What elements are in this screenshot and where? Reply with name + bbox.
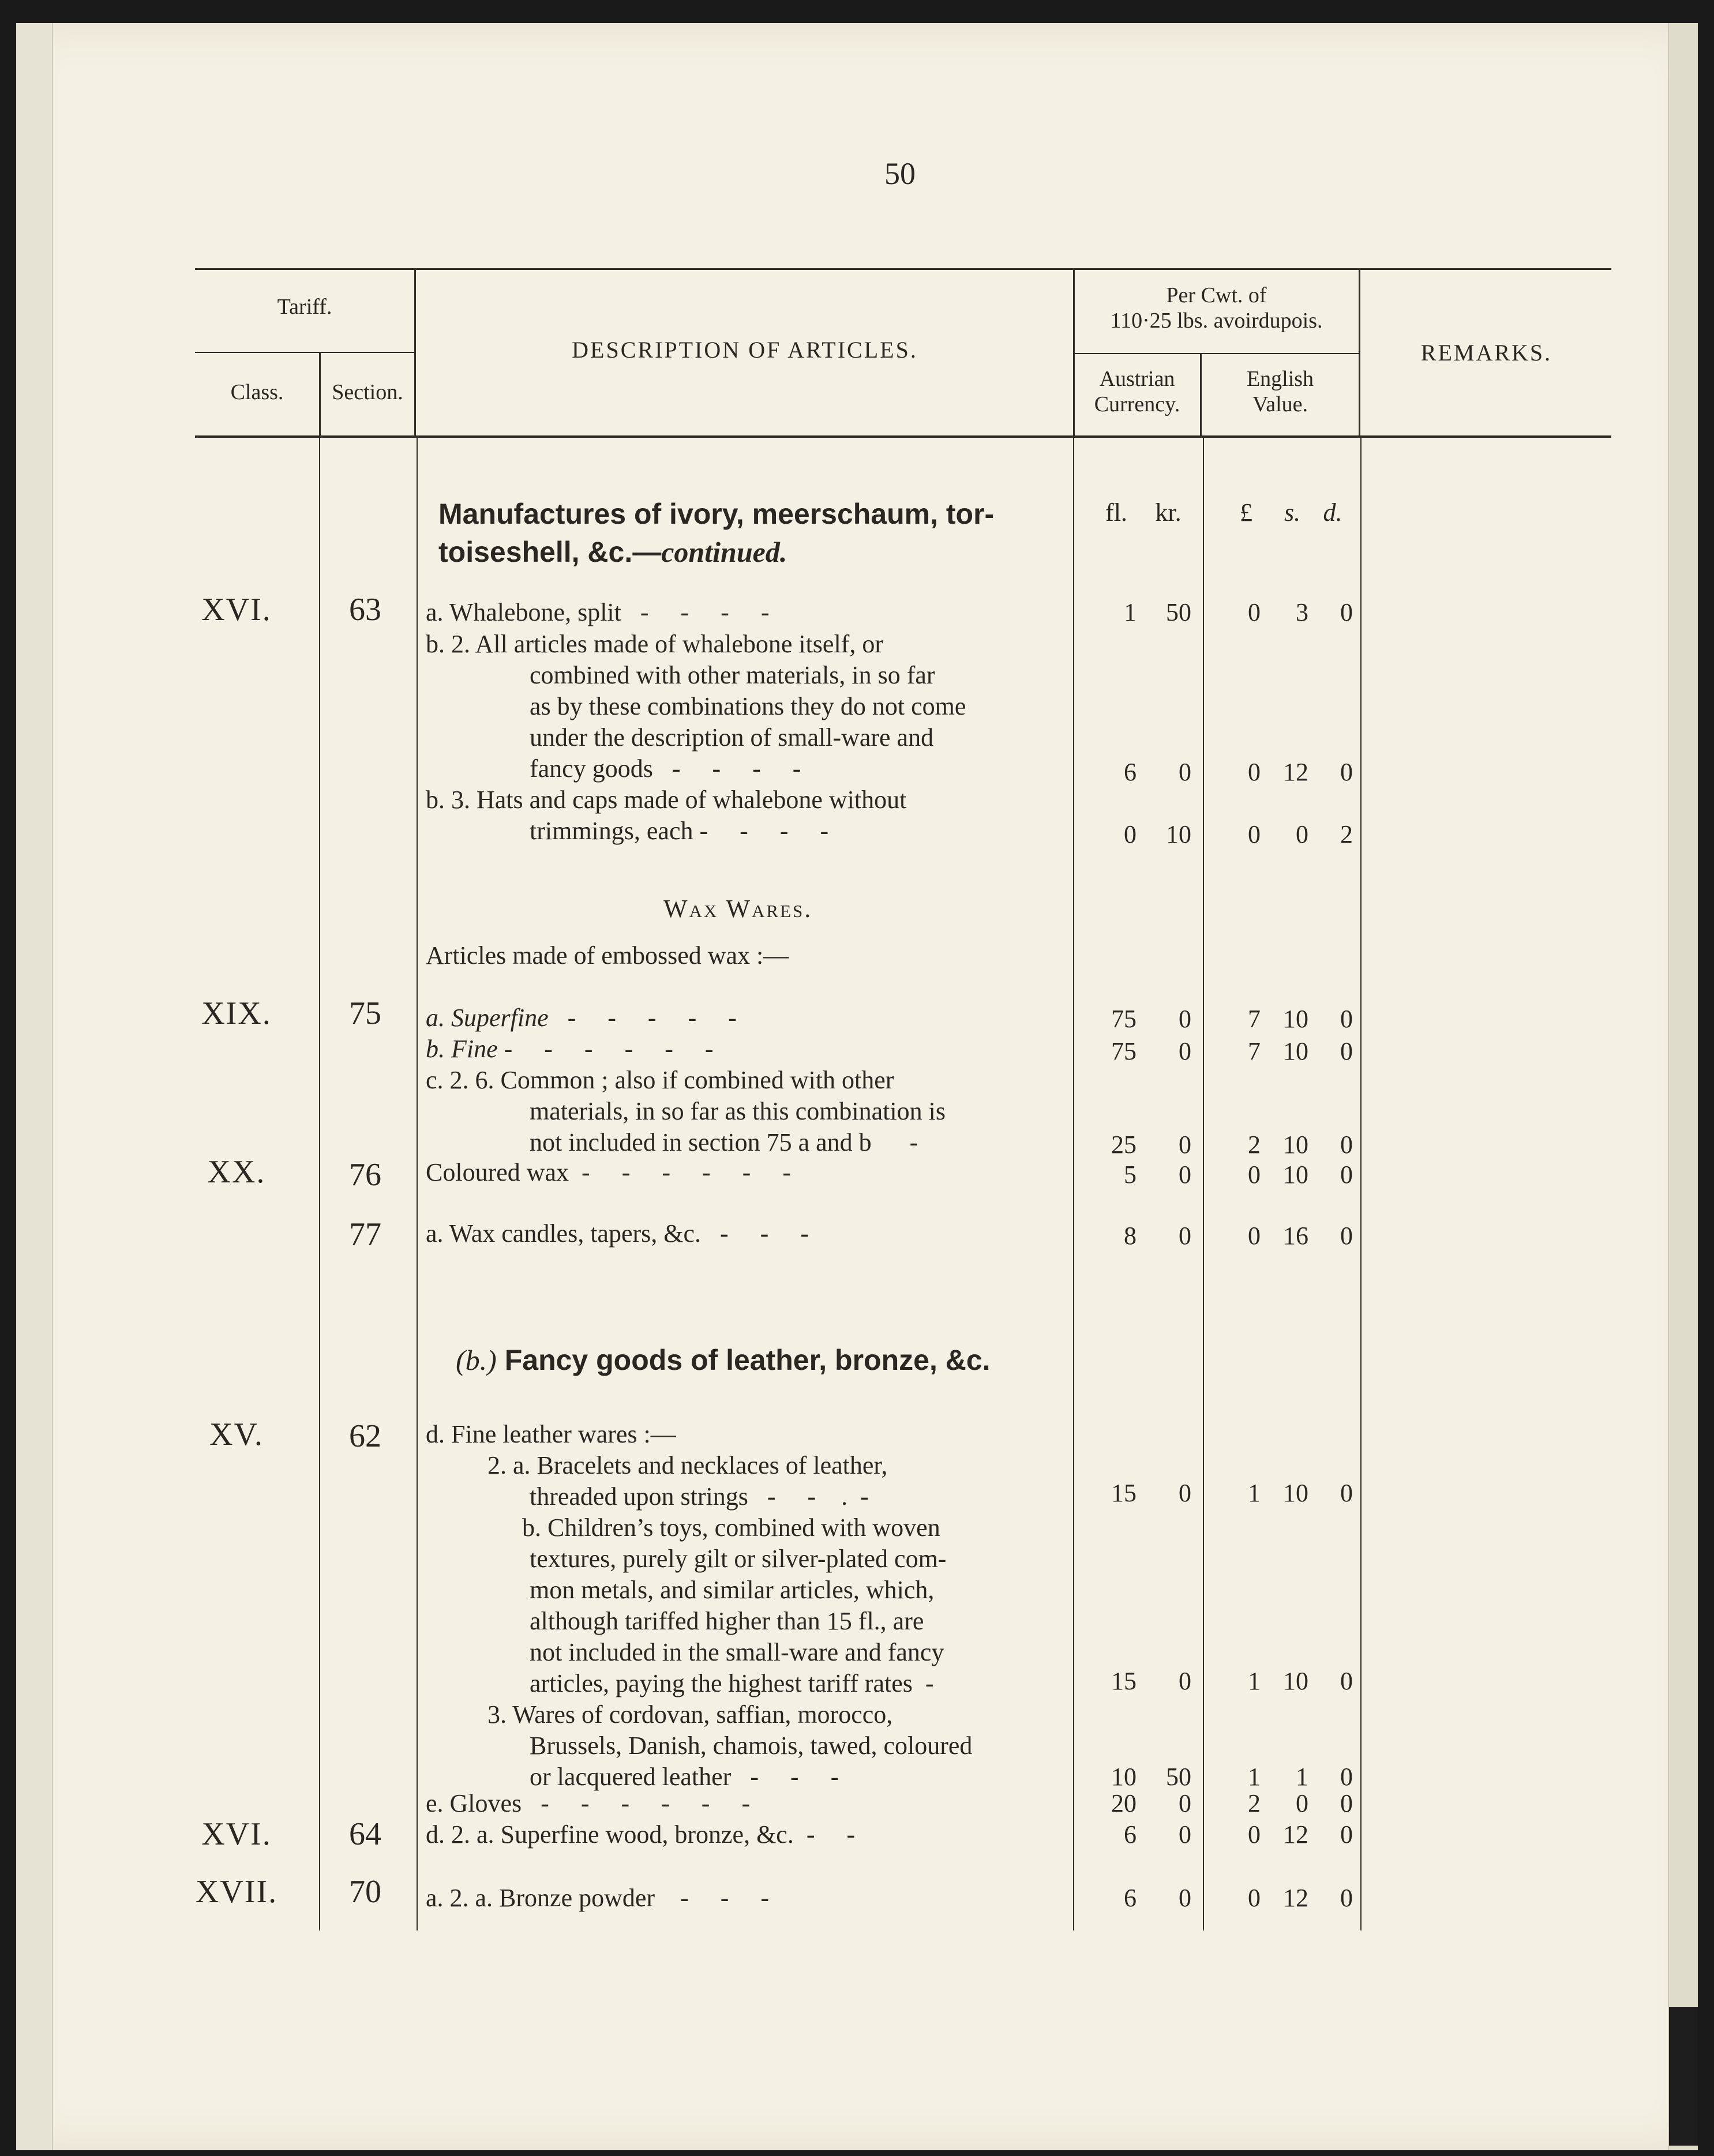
unit-pound: £ xyxy=(1240,498,1252,527)
column-rule-section xyxy=(417,437,418,1930)
row-hats-caps-line1: b. 3. Hats and caps made of whalebone without xyxy=(426,786,907,814)
header-class: Class. xyxy=(230,380,284,404)
header-description: DESCRIPTION OF ARTICLES. xyxy=(572,337,918,363)
value-pound: 7 xyxy=(1248,1037,1261,1065)
unit-shilling: s. xyxy=(1284,498,1301,527)
value-pound: 0 xyxy=(1248,1222,1261,1250)
row-childrens-toys-line1: b. Children’s toys, combined with woven xyxy=(522,1513,940,1542)
header-tariff: Tariff. xyxy=(277,295,332,319)
value-fl: 25 xyxy=(1111,1130,1137,1159)
value-fl: 15 xyxy=(1111,1479,1137,1507)
section-heading-fancy-goods xyxy=(456,1341,991,1379)
row-cordovan-line1: 3. Wares of cordovan, saffian, morocco, xyxy=(487,1700,893,1729)
row-childrens-toys-line5: not included in the small-ware and fancy xyxy=(530,1638,944,1666)
fancy-heading-prefix: (b.) xyxy=(456,1344,497,1376)
row-cordovan-line2: Brussels, Danish, chamois, tawed, coloured xyxy=(530,1731,973,1760)
row-childrens-toys-line2: textures, purely gilt or silver-plated com- xyxy=(530,1545,947,1573)
column-rule-description xyxy=(1073,437,1074,1930)
header-per-cwt-line2: 110·25 lbs. avoirdupois. xyxy=(1110,309,1323,333)
value-pence: 0 xyxy=(1340,1667,1353,1695)
value-kr: 0 xyxy=(1179,1479,1191,1507)
value-pence: 0 xyxy=(1340,1005,1353,1033)
value-pence: 0 xyxy=(1340,1130,1353,1159)
value-kr: 0 xyxy=(1179,1884,1191,1912)
tariff-class: XV. xyxy=(209,1417,264,1452)
ivory-heading-line2-text: toiseshell, &c.— xyxy=(438,536,662,568)
value-fl: 1 xyxy=(1124,598,1137,626)
value-kr: 50 xyxy=(1166,1763,1191,1791)
value-kr: 10 xyxy=(1166,820,1191,848)
value-pound: 2 xyxy=(1248,1130,1261,1159)
value-kr: 0 xyxy=(1179,1820,1191,1849)
value-fl: 0 xyxy=(1124,820,1137,848)
column-rule-remarks xyxy=(1360,437,1362,1930)
value-shilling: 10 xyxy=(1283,1160,1308,1189)
row-whalebone-split: a. Whalebone, split - - - - xyxy=(426,598,770,626)
value-pence: 2 xyxy=(1340,820,1353,848)
header-divider-tariff xyxy=(414,268,416,437)
value-fl: 5 xyxy=(1124,1160,1137,1189)
row-fine-leather: d. Fine leather wares :— xyxy=(426,1420,676,1448)
page-left-margin xyxy=(16,23,53,2150)
unit-fl: fl. xyxy=(1105,498,1127,527)
header-remarks: REMARKS. xyxy=(1420,340,1552,366)
value-pound: 0 xyxy=(1248,598,1261,626)
wax-intro: Articles made of embossed wax :— xyxy=(426,941,789,970)
value-pence: 0 xyxy=(1340,758,1353,786)
row-common-line2: materials, in so far as this combination is xyxy=(530,1097,946,1125)
tariff-class: XVII. xyxy=(195,1874,278,1910)
header-top-rule xyxy=(195,268,1611,270)
value-pence: 0 xyxy=(1340,1763,1353,1791)
value-kr: 0 xyxy=(1179,758,1191,786)
value-kr: 50 xyxy=(1166,598,1191,626)
value-shilling: 10 xyxy=(1283,1130,1308,1159)
row-coloured-wax: Coloured wax - - - - - - xyxy=(426,1158,791,1186)
value-pence: 0 xyxy=(1340,1037,1353,1065)
value-pound: 1 xyxy=(1248,1763,1261,1791)
value-pound: 0 xyxy=(1248,758,1261,786)
section-heading-wax: Wax Wares. xyxy=(663,895,813,923)
value-shilling: 3 xyxy=(1296,598,1308,626)
value-shilling: 1 xyxy=(1296,1763,1308,1791)
value-pound: 0 xyxy=(1248,1820,1261,1849)
value-pence: 0 xyxy=(1340,598,1353,626)
value-kr: 0 xyxy=(1179,1222,1191,1250)
row-childrens-toys-line6: articles, paying the highest tariff rates - xyxy=(530,1669,934,1697)
value-fl: 6 xyxy=(1124,758,1137,786)
value-fl: 10 xyxy=(1111,1763,1137,1791)
value-fl: 75 xyxy=(1111,1037,1137,1065)
value-kr: 0 xyxy=(1179,1037,1191,1065)
row-superfine xyxy=(426,1002,1060,1034)
tariff-class: XVI. xyxy=(201,1816,272,1852)
fancy-heading-text: Fancy goods of leather, bronze, &c. xyxy=(504,1344,991,1376)
value-kr: 0 xyxy=(1179,1160,1191,1189)
unit-pence: d. xyxy=(1323,498,1342,527)
row-bronze-powder: a. 2. a. Bronze powder - - - xyxy=(426,1884,770,1912)
value-pound: 0 xyxy=(1248,1160,1261,1189)
value-shilling: 10 xyxy=(1283,1667,1308,1695)
header-bottom-rule xyxy=(195,435,1611,438)
value-fl: 8 xyxy=(1124,1222,1137,1250)
value-pound: 0 xyxy=(1248,1884,1261,1912)
row-childrens-toys-line3: mon metals, and similar articles, which, xyxy=(530,1576,935,1604)
value-shilling: 10 xyxy=(1283,1005,1308,1033)
value-pound: 2 xyxy=(1248,1789,1261,1817)
value-shilling: 0 xyxy=(1296,1789,1308,1817)
page-number: 50 xyxy=(884,156,916,191)
value-pence: 0 xyxy=(1340,1479,1353,1507)
value-pence: 0 xyxy=(1340,1222,1353,1250)
section-heading-ivory xyxy=(438,495,994,571)
row-superfine-wood: d. 2. a. Superfine wood, bronze, &c. - - xyxy=(426,1820,856,1849)
value-fl: 75 xyxy=(1111,1005,1137,1033)
value-pence: 0 xyxy=(1340,1884,1353,1912)
value-kr: 0 xyxy=(1179,1789,1191,1817)
tariff-section: 62 xyxy=(349,1418,381,1454)
value-fl: 6 xyxy=(1124,1884,1137,1912)
tariff-section: 63 xyxy=(349,592,381,628)
row-fine: b. Fine - - - - - - xyxy=(426,1035,714,1063)
tariff-section: 75 xyxy=(349,996,381,1031)
value-shilling: 12 xyxy=(1283,758,1308,786)
value-pound: 1 xyxy=(1248,1479,1261,1507)
row-common-line1: c. 2. 6. Common ; also if combined with other xyxy=(426,1066,894,1094)
value-pence: 0 xyxy=(1340,1160,1353,1189)
row-childrens-toys-line4: although tariffed higher than 15 fl., are xyxy=(530,1607,924,1635)
row-superfine-text: a. Superfine - - - - - xyxy=(426,1004,737,1032)
header-section: Section. xyxy=(332,380,403,404)
value-kr: 0 xyxy=(1179,1667,1191,1695)
row-whalebone-articles-line5: fancy goods - - - - xyxy=(530,754,801,783)
tariff-class: XVI. xyxy=(201,592,272,628)
tariff-section: 77 xyxy=(349,1216,381,1252)
value-shilling: 0 xyxy=(1296,820,1308,848)
tariff-class: XX. xyxy=(207,1154,266,1190)
value-shilling: 10 xyxy=(1283,1037,1308,1065)
ivory-heading-continued: continued. xyxy=(661,536,787,568)
row-common-line3: not included in section 75 a and b - xyxy=(530,1128,918,1156)
value-shilling: 16 xyxy=(1283,1222,1308,1250)
value-pound: 7 xyxy=(1248,1005,1261,1033)
header-divider-remarks xyxy=(1359,268,1360,437)
value-pence: 0 xyxy=(1340,1789,1353,1817)
value-fl: 20 xyxy=(1111,1789,1137,1817)
row-bracelets-line2: threaded upon strings - - . - xyxy=(530,1482,869,1511)
header-english-line2: Value. xyxy=(1252,392,1308,416)
ivory-heading-line1: Manufactures of ivory, meerschaum, tor- xyxy=(438,498,995,530)
tariff-section: 64 xyxy=(349,1816,381,1852)
tariff-section: 70 xyxy=(349,1874,381,1910)
row-whalebone-articles-line3: as by these combinations they do not come xyxy=(530,692,966,720)
page-right-margin xyxy=(1668,23,1698,2150)
value-shilling: 12 xyxy=(1283,1884,1308,1912)
row-hats-caps-line2: trimmings, each - - - - xyxy=(530,817,829,845)
value-kr: 0 xyxy=(1179,1005,1191,1033)
row-whalebone-articles-line4: under the description of small-ware and xyxy=(530,723,934,752)
tariff-subrule xyxy=(195,352,414,353)
value-pound: 0 xyxy=(1248,820,1261,848)
row-wax-candles: a. Wax candles, tapers, &c. - - - xyxy=(426,1219,809,1248)
column-rule-currency xyxy=(1203,437,1204,1930)
header-austrian-line1: Austrian xyxy=(1099,367,1175,391)
per-cwt-subrule xyxy=(1074,353,1360,354)
page-edge-tab xyxy=(1669,2007,1698,2146)
value-fl: 15 xyxy=(1111,1667,1137,1695)
ivory-heading-line2 xyxy=(438,533,994,571)
row-whalebone-articles-line1: b. 2. All articles made of whalebone itself, or xyxy=(426,630,883,658)
header-per-cwt-line1: Per Cwt. of xyxy=(1166,283,1267,307)
tariff-class: XIX. xyxy=(201,996,272,1031)
row-bracelets-line1: 2. a. Bracelets and necklaces of leather, xyxy=(487,1451,888,1479)
row-whalebone-articles-line2: combined with other materials, in so far xyxy=(530,661,935,689)
value-pound: 1 xyxy=(1248,1667,1261,1695)
value-shilling: 10 xyxy=(1283,1479,1308,1507)
value-kr: 0 xyxy=(1179,1130,1191,1159)
header-english-line1: English xyxy=(1246,367,1314,391)
row-cordovan-line3: or lacquered leather - - - xyxy=(530,1763,839,1791)
value-shilling: 12 xyxy=(1283,1820,1308,1849)
value-fl: 6 xyxy=(1124,1820,1137,1849)
unit-kr: kr. xyxy=(1155,498,1182,527)
value-pence: 0 xyxy=(1340,1820,1353,1849)
header-austrian-line2: Currency. xyxy=(1094,392,1180,416)
tariff-section: 76 xyxy=(349,1157,381,1193)
row-gloves: e. Gloves - - - - - - xyxy=(426,1789,751,1817)
